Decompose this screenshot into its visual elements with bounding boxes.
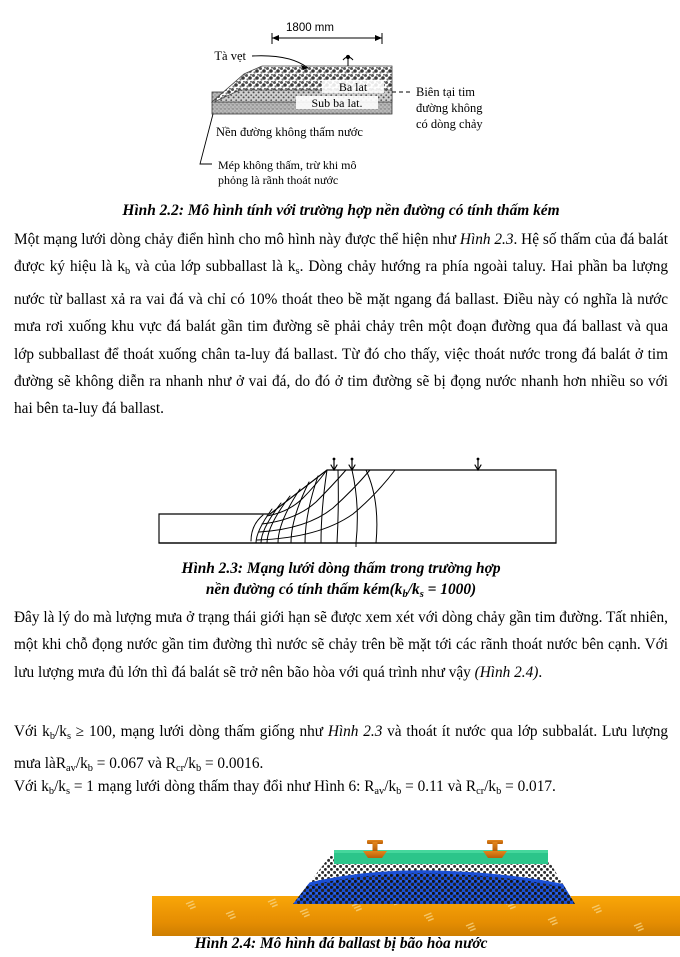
figure-2-3-caption-line2: [14, 579, 668, 605]
p1-text-d: . Dòng chảy hướng ra phía ngoài taluy. Hai phần ba lượng nước từ ballast xả ra vai đá và chỉ có 10% thoát theo bề mặt ngang đá ballast. Điều này có nghĩa là nước mưa rơi xuống khu vực đá balát gần tim đường sẽ phải chảy trên một đoạn đường qua đá ballast và qua lớp subballast để thoát xuống chân ta-luy đá ballast. Từ đó cho thấy, việc thoát nước trong đá balát ở tim đường sẽ không diễn ra nhanh như ở vai đá, do đó ở tim đường sẽ bị đọng nước nhanh hơn nhiều so với hai bên ta-luy đá ballast.: [14, 258, 668, 418]
figure-2-3-caption-line1: Hình 2.3: Mạng lưới dòng thấm trong trường hợp: [181, 560, 501, 577]
dimension-1800mm: [272, 22, 382, 44]
dimension-label: 1800 mm: [286, 22, 334, 34]
p3-text-e: /k: [75, 755, 88, 773]
p3-ref-hinh23: Hình 2.3: [327, 723, 383, 740]
figure-2-4-caption: Hình 2.4: Mô hình đá ballast bị bão hòa nước: [194, 935, 488, 952]
p4-sub-b2: b: [396, 785, 402, 797]
figure-2-3-caption: [14, 558, 668, 605]
boundary-label-line2: đường không: [416, 101, 483, 115]
ballast-label-group: [322, 80, 384, 94]
p3-text-a: Với k: [14, 723, 50, 740]
p3-sub-b2: b: [87, 763, 93, 775]
ballast-label: Ba lat: [338, 80, 368, 94]
p4-sub-av: av: [374, 785, 385, 797]
p4-text-e: = 0.11 và R: [401, 778, 477, 795]
cap23-pre: nền đường có tính thấm kém(k: [205, 581, 403, 598]
cap23-sub-b: b: [402, 588, 408, 600]
p4-text-g: = 0.017.: [501, 778, 556, 795]
p3-sub-s1: s: [66, 730, 71, 742]
p2-text-a: Đây là lý do mà lượng mưa ở trạng thái giới hạn sẽ được xem xét với dòng chảy gần tim đường. Tất nhiên, một khi chỗ đọng nước gần tim đường thì nước sẽ chảy trên bề mặt tới các rãnh thoát nước bên cạnh. Với lưu lượng mưa đủ lớn thì đá balát sẽ trở nên bão hòa với quá trình như vậy: [14, 609, 668, 681]
paragraph-1: [14, 226, 668, 423]
paragraph-4: [14, 773, 668, 805]
boundary-label-line3: có dòng chảy: [416, 117, 483, 131]
p3-text-c: ≥ 100, mạng lưới dòng thấm giống như: [71, 723, 328, 740]
paragraph-2: [14, 604, 668, 686]
rail-glyph: [343, 55, 353, 66]
figure-2-3: [0, 452, 680, 557]
boundary-label-line1: Biên tại tim: [416, 85, 476, 99]
edge-note-line2: phỏng là rãnh thoát nước: [218, 173, 339, 187]
rail-right: [483, 840, 507, 858]
p4-text-c: = 1 mạng lưới dòng thấm thay đổi như Hình 6: R: [70, 778, 375, 795]
p3-sub-av: av: [66, 763, 76, 775]
p4-sub-b3: b: [496, 785, 502, 797]
cap23-post: = 1000): [423, 581, 477, 598]
p2-text-b: .: [538, 663, 543, 681]
sleeper-label: Tà vẹt: [214, 49, 246, 63]
p4-sub-cr: cr: [476, 785, 485, 797]
p3-sub-cr: cr: [175, 763, 185, 775]
p3-text-f: = 0.067 và R: [92, 755, 176, 773]
p3-text-b: /k: [55, 723, 67, 740]
p4-text-f: /k: [484, 778, 497, 795]
cap23-sub-s: s: [419, 588, 424, 600]
right-boundary-callout: [392, 85, 483, 131]
subgrade-label: Nền đường không thấm nước: [216, 125, 363, 139]
p4-text-d: /k: [384, 778, 397, 795]
p3-sub-b1: b: [49, 730, 56, 742]
p3-text-g: /k: [184, 755, 196, 773]
p2-ref-hinh24: (Hình 2.4): [474, 663, 539, 681]
p4-sub-b1: b: [48, 785, 55, 797]
edge-note-line1: Mép không thấm, trừ khi mô: [218, 158, 357, 172]
p1-sub-b: b: [125, 266, 131, 278]
subballast-label: Sub ba lat.: [311, 96, 363, 110]
p1-sub-s: s: [295, 266, 300, 278]
subballast-label-group: [296, 96, 378, 110]
figure-2-2: [0, 4, 680, 196]
p1-ref-hinh23: Hình 2.3: [459, 231, 514, 248]
p4-sub-s1: s: [65, 785, 71, 797]
cap23-mid: /k: [407, 581, 420, 598]
p1-text-a: Một mạng lưới dòng chảy điển hình cho mô hình này được thể hiện như: [14, 231, 460, 248]
figure-2-2-caption: Hình 2.2: Mô hình tính với trường hợp nền đường có tính thấm kém: [122, 202, 560, 219]
figure-2-4: [0, 808, 680, 936]
p4-text-a: Với k: [14, 778, 49, 795]
p3-text-h: = 0.0016.: [201, 755, 264, 773]
rail-left: [363, 840, 387, 858]
p1-text-c: và của lớp subballast là k: [130, 258, 296, 276]
p3-text-d: và thoát ít nước qua lớp subbalát. Lưu lượng mưa làR: [14, 723, 668, 773]
p3-sub-b3: b: [195, 763, 202, 775]
p4-text-b: /k: [54, 778, 66, 795]
p1-text-b: . Hệ số thấm của đá balát được ký hiệu là k: [14, 231, 668, 276]
